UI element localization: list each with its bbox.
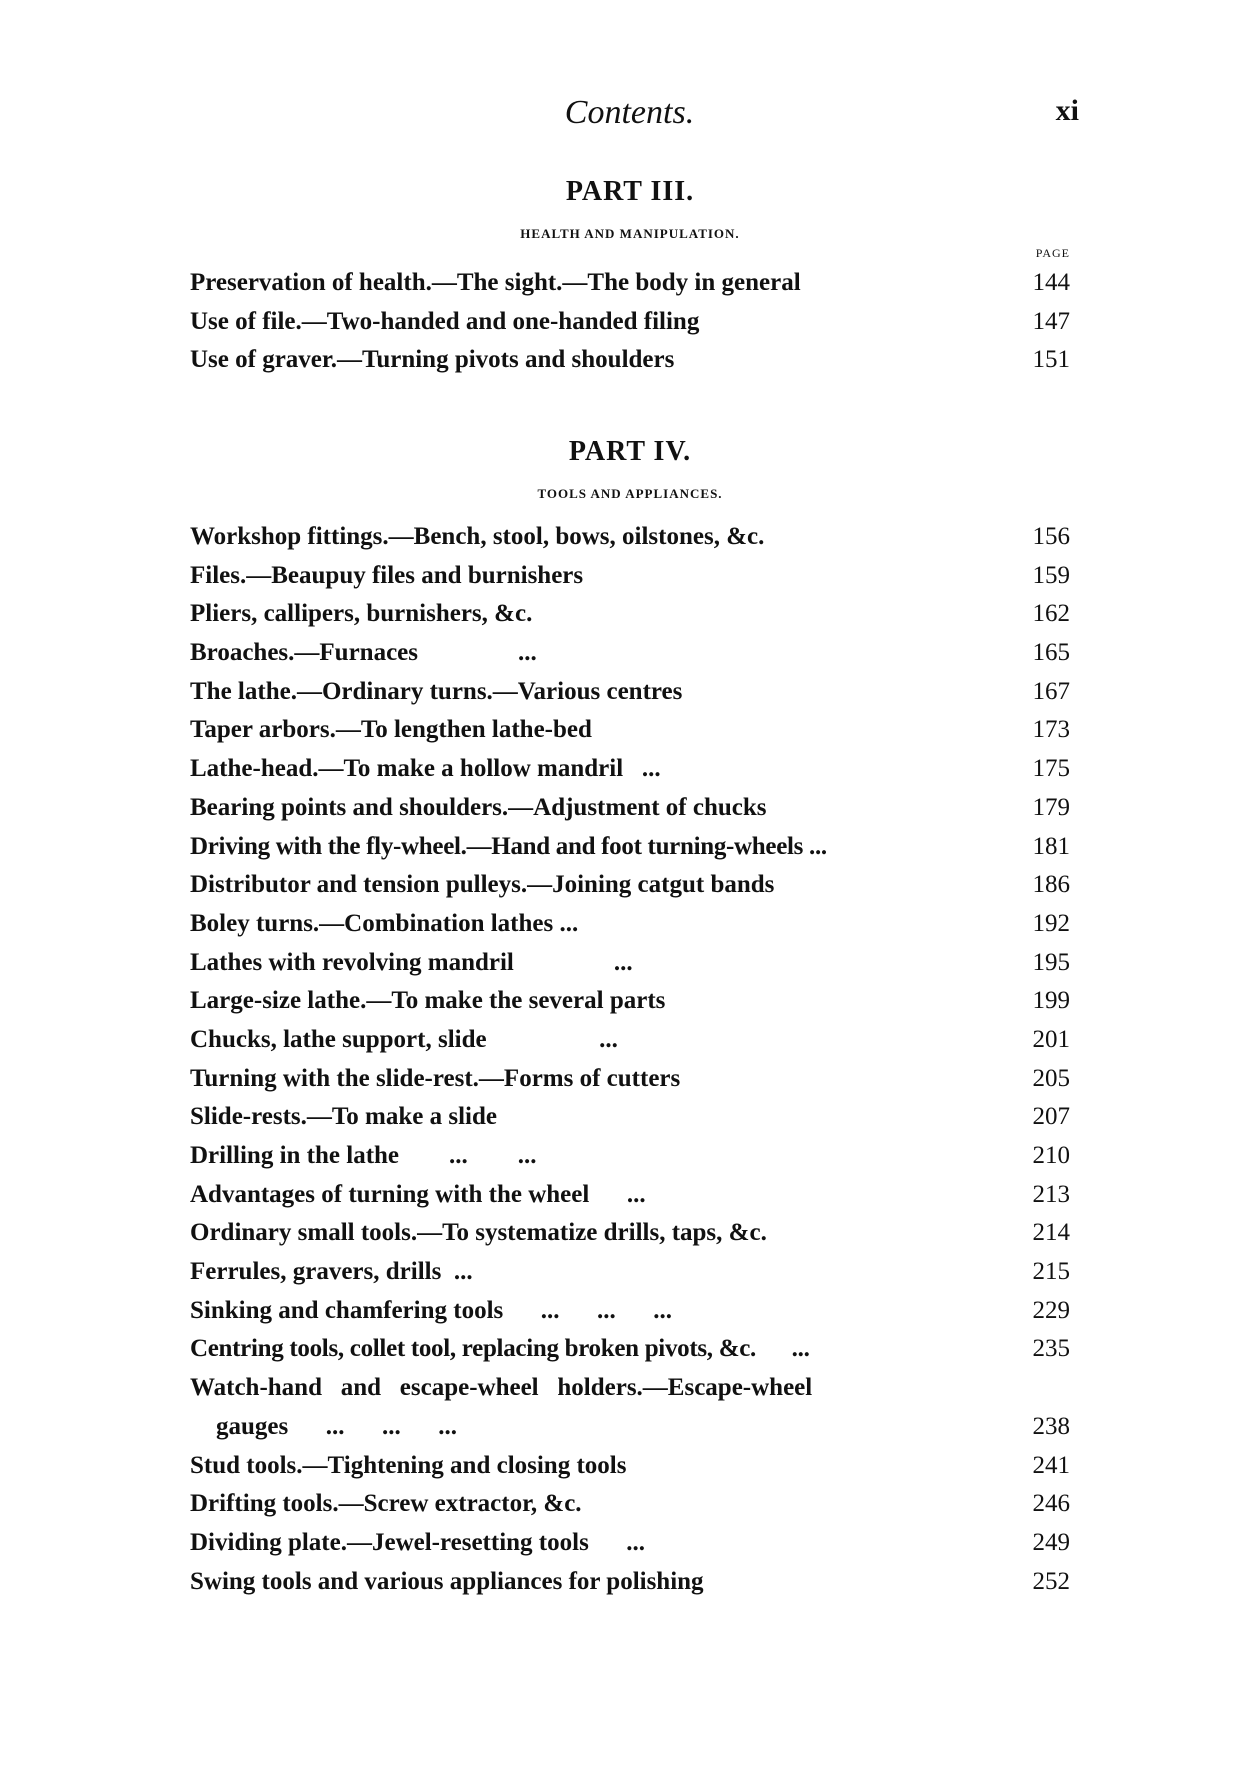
toc-entry: [190, 1447, 1070, 1486]
toc-entry: [190, 1137, 1070, 1176]
entry-page: 199: [1032, 987, 1070, 1015]
toc-entry: [190, 595, 1070, 634]
part-iv-title: PART IV.: [568, 436, 692, 467]
toc-entry: [190, 1214, 1070, 1253]
toc-entry: [190, 634, 1070, 673]
entry-page: 252: [1032, 1567, 1070, 1595]
entry-page: 205: [1032, 1064, 1070, 1092]
running-head: [0, 88, 1259, 138]
entry-page: 238: [1032, 1412, 1070, 1440]
entry-title: Files.—Beaupuy files and burnishers: [190, 561, 584, 589]
entry-title: Lathes with revolving mandril ...: [190, 948, 633, 976]
part-iii-entries: [190, 264, 1070, 380]
toc-entry: [190, 750, 1070, 789]
toc-entry: [190, 1253, 1070, 1292]
entry-title: The lathe.—Ordinary turns.—Various centres: [190, 677, 683, 705]
entry-title: Preservation of health.—The sight.—The body in general: [190, 269, 801, 296]
toc-entry: [190, 866, 1070, 905]
entry-page: 162: [1032, 600, 1070, 628]
toc-entry: [190, 557, 1070, 596]
entry-title: Centring tools, collet tool, replacing broken pivots, &c. ...: [190, 1335, 810, 1363]
entry-title: Dividing plate.—Jewel-resetting tools ...: [190, 1528, 646, 1556]
entry-page: 214: [1032, 1219, 1070, 1247]
entry-page: 249: [1032, 1528, 1070, 1556]
toc-entry: [190, 673, 1070, 712]
toc-entry: [190, 905, 1070, 944]
entry-title: Use of file.—Two-handed and one-handed filing: [190, 307, 700, 335]
entry-page: 179: [1032, 793, 1070, 821]
part-iv-subtitle: TOOLS AND APPLIANCES.: [537, 486, 723, 501]
entry-page: 235: [1032, 1335, 1070, 1363]
entry-title: Watch-hand and escape-wheel holders.—Escape-wheel: [190, 1374, 813, 1402]
entry-title: Boley turns.—Combination lathes ...: [190, 909, 579, 937]
entry-page: 210: [1032, 1142, 1070, 1169]
toc-entry: [190, 1485, 1070, 1524]
toc-entry-continued: [190, 1408, 1070, 1447]
entry-title: Sinking and chamfering tools ... ... ...: [190, 1296, 673, 1324]
entry-title: Broaches.—Furnaces ...: [190, 639, 537, 667]
entry-title: gauges ... ... ...: [216, 1412, 457, 1440]
entry-page: 201: [1032, 1025, 1070, 1053]
entry-title: Slide-rests.—To make a slide: [190, 1103, 497, 1131]
entry-title: Pliers, callipers, burnishers, &c.: [190, 600, 533, 628]
toc-entry: [190, 982, 1070, 1021]
entry-title: Driving with the fly-wheel.—Hand and foot turning-wheels ...: [190, 832, 827, 860]
toc-entry: [190, 1098, 1070, 1137]
entry-title: Ferrules, gravers, drills ...: [190, 1258, 473, 1286]
entry-page: 213: [1032, 1180, 1070, 1208]
entry-title: Chucks, lathe support, slide ...: [190, 1025, 618, 1053]
page-column-label: PAGE: [1035, 246, 1070, 260]
entry-title: Lathe-head.—To make a hollow mandril ...: [190, 755, 661, 783]
entry-page: 167: [1032, 677, 1070, 705]
entry-title: Swing tools and various appliances for polishing: [190, 1567, 704, 1595]
entry-title: Distributor and tension pulleys.—Joining catgut bands: [190, 871, 775, 899]
entry-page: 229: [1032, 1296, 1070, 1324]
toc-entry: [190, 518, 1070, 557]
entry-title: Large-size lathe.—To make the several parts: [190, 987, 666, 1015]
toc-entry: [190, 1330, 1070, 1369]
entry-title: Drifting tools.—Screw extractor, &c.: [190, 1490, 582, 1518]
page-numeral: xi: [1055, 94, 1079, 127]
toc-entry: [190, 264, 1070, 303]
entry-title: Turning with the slide-rest.—Forms of cutters: [190, 1064, 681, 1092]
entry-title: Advantages of turning with the wheel ...: [190, 1180, 646, 1208]
entry-page: 156: [1032, 523, 1070, 550]
toc-entry: [190, 944, 1070, 983]
entry-page: 195: [1032, 948, 1070, 976]
entry-page: 165: [1032, 639, 1070, 667]
toc-entry: [190, 1369, 1070, 1408]
entry-title: Taper arbors.—To lengthen lathe-bed: [190, 716, 592, 744]
entry-page: 144: [1032, 269, 1070, 296]
entry-title: Bearing points and shoulders.—Adjustment of chucks: [190, 793, 767, 821]
toc-entry: [190, 711, 1070, 750]
entry-page: 147: [1032, 307, 1070, 335]
toc-entry: [190, 1563, 1070, 1602]
toc-entry: [190, 303, 1070, 342]
entry-page: 215: [1032, 1258, 1070, 1286]
entry-page: 192: [1032, 909, 1070, 937]
entry-title: Drilling in the lathe ... ...: [190, 1142, 537, 1169]
entry-title: Use of graver.—Turning pivots and shoulders: [190, 346, 675, 374]
entry-page: 181: [1032, 832, 1070, 860]
entry-page: 151: [1032, 346, 1070, 374]
toc-entry: [190, 828, 1070, 867]
entry-page: 241: [1032, 1451, 1070, 1479]
toc-entry: [190, 1176, 1070, 1215]
part-iii-title: PART III.: [565, 176, 695, 207]
part-iii-subtitle: HEALTH AND MANIPULATION.: [520, 226, 740, 241]
entry-page: 186: [1032, 871, 1070, 899]
part-iv-section: [190, 436, 1070, 1601]
toc-entry: [190, 789, 1070, 828]
entry-page: 173: [1032, 716, 1070, 744]
entry-title: Stud tools.—Tightening and closing tools: [190, 1451, 627, 1479]
toc-entry: [190, 1292, 1070, 1331]
toc-entry: [190, 1060, 1070, 1099]
toc-entry: [190, 341, 1070, 380]
entry-title: Workshop fittings.—Bench, stool, bows, oilstones, &c.: [190, 523, 765, 550]
entry-page: 207: [1032, 1103, 1070, 1131]
running-title: Contents.: [564, 94, 695, 131]
entry-page: 159: [1032, 561, 1070, 589]
part-iii-section: [190, 176, 1070, 380]
entry-page: 246: [1032, 1490, 1070, 1518]
toc-entry: [190, 1524, 1070, 1563]
part-iv-entries: [190, 518, 1070, 1601]
entry-title: Ordinary small tools.—To systematize drills, taps, &c.: [190, 1219, 767, 1247]
toc-entry: [190, 1021, 1070, 1060]
entry-page: 175: [1032, 755, 1070, 783]
